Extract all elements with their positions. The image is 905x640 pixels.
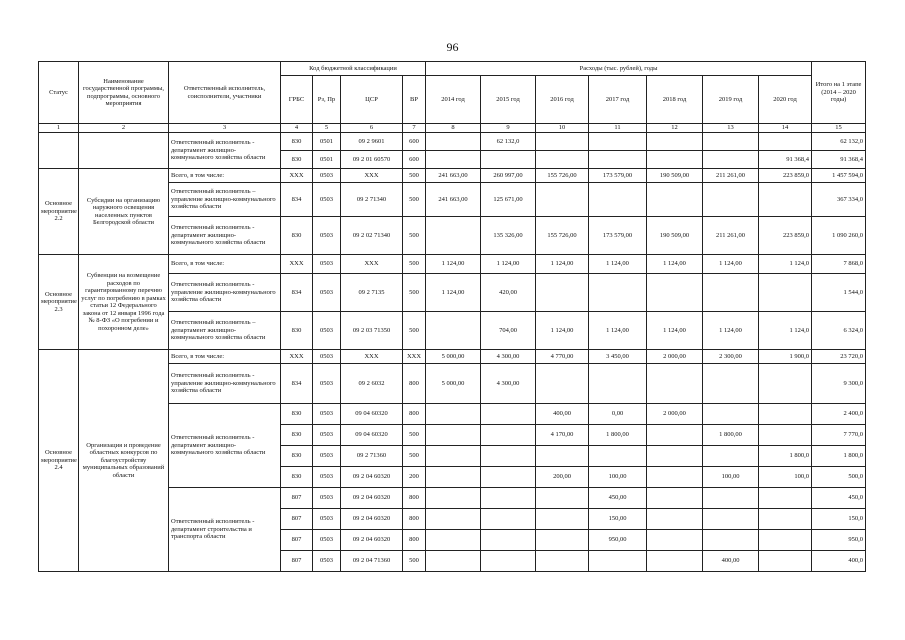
total-cell: 62 132,0 [812, 133, 866, 151]
col-number: 3 [169, 124, 281, 133]
total-cell: 1 800,0 [812, 446, 866, 467]
rzpr-cell: 0503 [313, 530, 341, 551]
value-cell [703, 404, 759, 425]
value-cell [703, 509, 759, 530]
value-cell [426, 488, 481, 509]
col-number: 6 [341, 124, 403, 133]
csr-cell: 09 2 01 60570 [341, 151, 403, 169]
rzpr-cell: 0503 [313, 350, 341, 364]
rzpr-cell: 0503 [313, 217, 341, 255]
total-cell: 91 368,4 [812, 151, 866, 169]
col-number: 2 [79, 124, 169, 133]
value-cell [759, 183, 812, 217]
header-2019: 2019 год [703, 76, 759, 124]
value-cell: 241 663,00 [426, 169, 481, 183]
value-cell [759, 425, 812, 446]
value-cell [759, 530, 812, 551]
value-cell: 4 300,00 [481, 364, 536, 404]
col-number: 4 [281, 124, 313, 133]
value-cell [759, 364, 812, 404]
value-cell [589, 183, 647, 217]
value-cell [426, 404, 481, 425]
rzpr-cell: 0503 [313, 488, 341, 509]
value-cell [426, 312, 481, 350]
vr-cell: 600 [403, 151, 426, 169]
header-rzpr: Рз, Пр [313, 76, 341, 124]
header-expenses: Расходы (тыс. рублей), годы [426, 62, 812, 76]
measure-name-cell: Субвенции на возмещение расходов по гарантированному перечню услуг по погребению в рамках статьи 12 Федерального закона от 12 января 1996 года № 8-ФЗ «О погребении и похоронном деле» [79, 255, 169, 350]
header-2018: 2018 год [647, 76, 703, 124]
value-cell [426, 217, 481, 255]
grbs-cell: 834 [281, 364, 313, 404]
responsible-cell: Ответственный исполнитель – управление жилищно-коммунального хозяйства области [169, 183, 281, 217]
rzpr-cell: 0503 [313, 551, 341, 572]
value-cell [647, 488, 703, 509]
value-cell: 100,00 [589, 467, 647, 488]
total-cell: 6 324,0 [812, 312, 866, 350]
value-cell: 135 326,00 [481, 217, 536, 255]
header-name: Наименование государственной программы, подпрограммы, основного мероприятия [79, 62, 169, 124]
value-cell [481, 151, 536, 169]
value-cell [759, 509, 812, 530]
value-cell [647, 467, 703, 488]
value-cell: 2 000,00 [647, 350, 703, 364]
value-cell [426, 551, 481, 572]
value-cell: 155 726,00 [536, 169, 589, 183]
grbs-cell: 807 [281, 509, 313, 530]
responsible-cell: Всего, в том числе: [169, 350, 281, 364]
value-cell: 3 450,00 [589, 350, 647, 364]
page-number: 96 [446, 40, 459, 54]
header-csr: ЦСР [341, 76, 403, 124]
grbs-cell: 830 [281, 133, 313, 151]
total-cell: 500,0 [812, 467, 866, 488]
rzpr-cell: 0503 [313, 404, 341, 425]
header-2014: 2014 год [426, 76, 481, 124]
value-cell [426, 509, 481, 530]
grbs-cell: 807 [281, 530, 313, 551]
value-cell: 1 124,00 [703, 255, 759, 274]
value-cell [481, 425, 536, 446]
col-number: 13 [703, 124, 759, 133]
vr-cell: 800 [403, 509, 426, 530]
value-cell: 4 170,00 [536, 425, 589, 446]
value-cell [536, 551, 589, 572]
total-cell: 7 770,0 [812, 425, 866, 446]
value-cell [426, 425, 481, 446]
total-cell: 1 090 260,0 [812, 217, 866, 255]
value-cell: 155 726,00 [536, 217, 589, 255]
value-cell [647, 446, 703, 467]
rzpr-cell: 0503 [313, 364, 341, 404]
responsible-cell: Ответственный исполнитель - департамент жилищно-коммунального хозяйства области [169, 217, 281, 255]
value-cell [647, 364, 703, 404]
col-number: 5 [313, 124, 341, 133]
vr-cell: 800 [403, 364, 426, 404]
rzpr-cell: 0503 [313, 274, 341, 312]
csr-cell: 09 2 04 60320 [341, 509, 403, 530]
value-cell [536, 183, 589, 217]
value-cell: 1 124,00 [647, 312, 703, 350]
value-cell: 1 124,00 [589, 255, 647, 274]
total-cell: 2 400,0 [812, 404, 866, 425]
rzpr-cell: 0501 [313, 133, 341, 151]
value-cell: 5 000,00 [426, 364, 481, 404]
value-cell [536, 364, 589, 404]
header-total: Итого на 1 этапе (2014 – 2020 годы) [812, 62, 866, 124]
value-cell [647, 425, 703, 446]
total-cell: 1 457 594,0 [812, 169, 866, 183]
responsible-cell: Ответственный исполнитель - управление жилищно-коммунального хозяйства области [169, 364, 281, 404]
csr-cell: 09 2 02 71340 [341, 217, 403, 255]
value-cell: 223 859,0 [759, 169, 812, 183]
value-cell: 62 132,0 [481, 133, 536, 151]
value-cell: 1 900,0 [759, 350, 812, 364]
table-row [39, 133, 866, 151]
value-cell [536, 151, 589, 169]
budget-table [38, 61, 866, 572]
header-status: Статус [39, 62, 79, 124]
value-cell: 100,00 [703, 467, 759, 488]
csr-cell: 09 2 04 60320 [341, 488, 403, 509]
value-cell: 1 124,00 [589, 312, 647, 350]
value-cell: 100,0 [759, 467, 812, 488]
value-cell [481, 446, 536, 467]
total-cell: 450,0 [812, 488, 866, 509]
value-cell: 2 000,00 [647, 404, 703, 425]
value-cell [703, 274, 759, 312]
value-cell: 190 509,00 [647, 169, 703, 183]
grbs-cell: 830 [281, 312, 313, 350]
vr-cell: XXX [403, 350, 426, 364]
value-cell: 125 671,00 [481, 183, 536, 217]
table-row [39, 255, 866, 274]
col-number: 15 [812, 124, 866, 133]
value-cell: 1 124,0 [759, 312, 812, 350]
grbs-cell: 830 [281, 151, 313, 169]
status-cell: Основное мероприятие 2.2 [39, 169, 79, 255]
vr-cell: 500 [403, 255, 426, 274]
measure-name-cell: Субсидии на организацию наружного освещения населенных пунктов Белгородской области [79, 169, 169, 255]
value-cell: 1 124,00 [536, 312, 589, 350]
value-cell [426, 467, 481, 488]
value-cell: 150,00 [589, 509, 647, 530]
grbs-cell: 830 [281, 467, 313, 488]
value-cell: 5 000,00 [426, 350, 481, 364]
vr-cell: 200 [403, 467, 426, 488]
value-cell [426, 151, 481, 169]
value-cell [589, 133, 647, 151]
value-cell [481, 530, 536, 551]
vr-cell: 800 [403, 530, 426, 551]
csr-cell: 09 2 04 60320 [341, 530, 403, 551]
vr-cell: 500 [403, 312, 426, 350]
value-cell [759, 488, 812, 509]
value-cell [647, 133, 703, 151]
value-cell [703, 530, 759, 551]
vr-cell: 500 [403, 274, 426, 312]
vr-cell: 800 [403, 404, 426, 425]
csr-cell: XXX [341, 350, 403, 364]
header-2020: 2020 год [759, 76, 812, 124]
value-cell [589, 364, 647, 404]
col-number: 10 [536, 124, 589, 133]
table-row [39, 350, 866, 364]
col-number: 11 [589, 124, 647, 133]
grbs-cell: 830 [281, 404, 313, 425]
csr-cell: XXX [341, 169, 403, 183]
rzpr-cell: 0503 [313, 169, 341, 183]
value-cell: 4 300,00 [481, 350, 536, 364]
header-vr: ВР [403, 76, 426, 124]
value-cell: 950,00 [589, 530, 647, 551]
csr-cell: 09 2 03 71350 [341, 312, 403, 350]
vr-cell: 500 [403, 217, 426, 255]
value-cell: 223 859,0 [759, 217, 812, 255]
value-cell [647, 551, 703, 572]
status-cell: Основное мероприятие 2.3 [39, 255, 79, 350]
value-cell: 91 368,4 [759, 151, 812, 169]
header-2015: 2015 год [481, 76, 536, 124]
responsible-cell: Ответственный исполнитель - департамент строительства и транспорта области [169, 488, 281, 572]
csr-cell: XXX [341, 255, 403, 274]
value-cell [703, 364, 759, 404]
total-cell: 950,0 [812, 530, 866, 551]
value-cell [759, 274, 812, 312]
value-cell: 190 509,00 [647, 217, 703, 255]
value-cell: 0,00 [589, 404, 647, 425]
rzpr-cell: 0503 [313, 183, 341, 217]
rzpr-cell: 0503 [313, 446, 341, 467]
value-cell: 1 124,0 [759, 255, 812, 274]
grbs-cell: XXX [281, 255, 313, 274]
vr-cell: 500 [403, 425, 426, 446]
grbs-cell: 830 [281, 217, 313, 255]
total-cell: 23 720,0 [812, 350, 866, 364]
value-cell [481, 509, 536, 530]
value-cell: 1 124,00 [703, 312, 759, 350]
grbs-cell: XXX [281, 350, 313, 364]
value-cell [589, 274, 647, 312]
rzpr-cell: 0503 [313, 509, 341, 530]
rzpr-cell: 0503 [313, 425, 341, 446]
col-number: 14 [759, 124, 812, 133]
status-cell: Основное мероприятие 2.4 [39, 350, 79, 572]
value-cell: 420,00 [481, 274, 536, 312]
measure-name-cell: Организация и проведение областных конкурсов по благоустройству муниципальных образований области [79, 350, 169, 572]
csr-cell: 09 04 60320 [341, 425, 403, 446]
csr-cell: 09 2 71340 [341, 183, 403, 217]
value-cell [647, 509, 703, 530]
value-cell: 1 800,0 [759, 446, 812, 467]
csr-cell: 09 2 04 71360 [341, 551, 403, 572]
value-cell [703, 183, 759, 217]
header-2016: 2016 год [536, 76, 589, 124]
value-cell [481, 404, 536, 425]
value-cell: 400,00 [536, 404, 589, 425]
value-cell: 450,00 [589, 488, 647, 509]
rzpr-cell: 0503 [313, 255, 341, 274]
csr-cell: 09 04 60320 [341, 404, 403, 425]
table-row [39, 169, 866, 183]
value-cell: 1 124,00 [426, 274, 481, 312]
header-budget-code: Код бюджетной классификации [281, 62, 426, 76]
value-cell [703, 133, 759, 151]
value-cell [703, 151, 759, 169]
value-cell [426, 446, 481, 467]
value-cell: 1 124,00 [536, 255, 589, 274]
vr-cell: 500 [403, 551, 426, 572]
value-cell: 211 261,00 [703, 169, 759, 183]
grbs-cell: 834 [281, 183, 313, 217]
value-cell [759, 133, 812, 151]
value-cell [647, 530, 703, 551]
value-cell [647, 183, 703, 217]
grbs-cell: 830 [281, 446, 313, 467]
col-number: 9 [481, 124, 536, 133]
value-cell [536, 530, 589, 551]
header-grbs: ГРБС [281, 76, 313, 124]
value-cell: 2 300,00 [703, 350, 759, 364]
vr-cell: 600 [403, 133, 426, 151]
value-cell: 4 770,00 [536, 350, 589, 364]
vr-cell: 500 [403, 169, 426, 183]
value-cell [536, 509, 589, 530]
value-cell [589, 151, 647, 169]
value-cell [589, 446, 647, 467]
vr-cell: 800 [403, 488, 426, 509]
value-cell [647, 274, 703, 312]
vr-cell: 500 [403, 183, 426, 217]
value-cell [426, 133, 481, 151]
col-number: 7 [403, 124, 426, 133]
rzpr-cell: 0503 [313, 467, 341, 488]
responsible-cell: Ответственный исполнитель - управление жилищно-коммунального хозяйства области [169, 274, 281, 312]
value-cell [481, 488, 536, 509]
column-number-row [39, 124, 866, 133]
value-cell: 400,00 [703, 551, 759, 572]
value-cell: 704,00 [481, 312, 536, 350]
value-cell: 173 579,00 [589, 169, 647, 183]
responsible-cell: Всего, в том числе: [169, 169, 281, 183]
col-number: 12 [647, 124, 703, 133]
grbs-cell: 807 [281, 488, 313, 509]
responsible-cell: Ответственный исполнитель - департамент жилищно-коммунального хозяйства области [169, 404, 281, 488]
value-cell: 1 800,00 [703, 425, 759, 446]
value-cell: 241 663,00 [426, 183, 481, 217]
total-cell: 400,0 [812, 551, 866, 572]
value-cell [426, 530, 481, 551]
csr-cell: 09 2 71360 [341, 446, 403, 467]
col-number: 8 [426, 124, 481, 133]
value-cell: 211 261,00 [703, 217, 759, 255]
vr-cell: 500 [403, 446, 426, 467]
grbs-cell: 807 [281, 551, 313, 572]
value-cell [536, 133, 589, 151]
value-cell: 260 997,00 [481, 169, 536, 183]
total-cell: 150,0 [812, 509, 866, 530]
total-cell: 1 544,0 [812, 274, 866, 312]
rzpr-cell: 0503 [313, 312, 341, 350]
total-cell: 367 334,0 [812, 183, 866, 217]
responsible-cell: Всего, в том числе: [169, 255, 281, 274]
responsible-cell: Ответственный исполнитель – департамент жилищно-коммунального хозяйства области [169, 312, 281, 350]
value-cell [647, 151, 703, 169]
header-2017: 2017 год [589, 76, 647, 124]
csr-cell: 09 2 9601 [341, 133, 403, 151]
value-cell: 173 579,00 [589, 217, 647, 255]
value-cell [759, 551, 812, 572]
total-cell: 7 868,0 [812, 255, 866, 274]
value-cell [703, 446, 759, 467]
value-cell: 1 124,00 [481, 255, 536, 274]
total-cell: 9 300,0 [812, 364, 866, 404]
grbs-cell: XXX [281, 169, 313, 183]
value-cell [481, 551, 536, 572]
value-cell [536, 488, 589, 509]
value-cell [481, 467, 536, 488]
value-cell [536, 274, 589, 312]
value-cell [703, 488, 759, 509]
value-cell: 1 800,00 [589, 425, 647, 446]
value-cell: 1 124,00 [426, 255, 481, 274]
header-responsible: Ответственный исполнитель, соисполнители, участники [169, 62, 281, 124]
value-cell: 1 124,00 [647, 255, 703, 274]
csr-cell: 09 2 04 60320 [341, 467, 403, 488]
value-cell [536, 446, 589, 467]
csr-cell: 09 2 6032 [341, 364, 403, 404]
value-cell [759, 404, 812, 425]
csr-cell: 09 2 7135 [341, 274, 403, 312]
rzpr-cell: 0501 [313, 151, 341, 169]
value-cell [589, 551, 647, 572]
responsible-cell: Ответственный исполнитель - департамент жилищно-коммунального хозяйства области [169, 133, 281, 169]
grbs-cell: 830 [281, 425, 313, 446]
col-number: 1 [39, 124, 79, 133]
grbs-cell: 834 [281, 274, 313, 312]
value-cell: 200,00 [536, 467, 589, 488]
